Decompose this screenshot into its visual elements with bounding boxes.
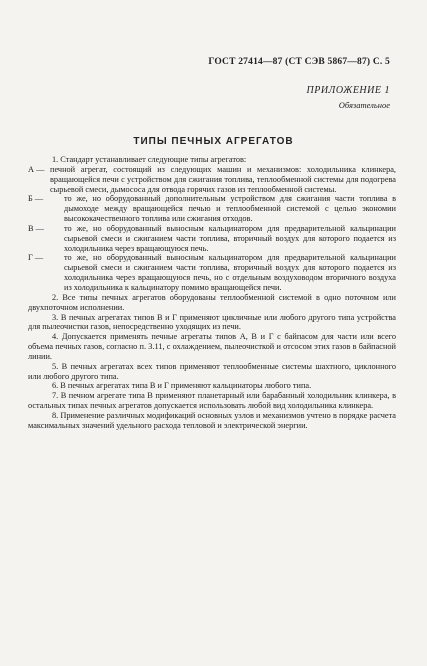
type-text: то же, но оборудованный дополнительным устройством для сжигания части топлива в дымоходе между вращающейся печью и теплообменной системой с целью экономии высококачественного топлива или сжигания отходов. — [64, 194, 396, 224]
paragraph-8: 8. Применение различных модификаций основных узлов и механизмов учтено в порядке расчета максимальных значений удельного расхода тепловой и электрической энергии. — [28, 410, 396, 430]
appendix-label: ПРИЛОЖЕНИЕ 1 — [306, 85, 390, 96]
type-label: А — — [28, 164, 45, 174]
paragraph-5: 5. В печных агрегатах всех типов применяют теплообменные системы шахтного, циклонного или любого другого типа. — [28, 361, 396, 381]
type-text: печной агрегат, состоящий из следующих машин и механизмов: холодильника клинкера, вращающейся печи с устройством для сжигания топлива, теплообменной системы для подогрева сырьевой смеси, дымососа для отвода горячих газов из теплообменной системы. — [50, 164, 396, 194]
type-text: то же, но оборудованный выносным кальцинатором для предварительной кальцинации сырьевой смеси и сжиганием части топлива, вторичный воздух для которого подается из холодильника через вращающуюся печь. — [64, 223, 396, 253]
page-header: ГОСТ 27414—87 (СТ СЭВ 5867—87) С. 5 — [208, 57, 390, 67]
type-item-g — [28, 253, 396, 292]
document-body — [28, 155, 396, 431]
type-item-b — [28, 194, 396, 224]
paragraph-2: 2. Все типы печных агрегатов оборудованы теплообменной системой в одно поточном или двухпоточном исполнении. — [28, 292, 396, 312]
type-label: В — — [28, 223, 44, 233]
section-title: ТИПЫ ПЕЧНЫХ АГРЕГАТОВ — [133, 136, 294, 147]
type-item-a — [28, 165, 396, 195]
intro-paragraph: 1. Стандарт устанавливает следующие типы агрегатов: — [52, 155, 247, 164]
paragraph-3: 3. В печных агрегатах типов В и Г применяют цикличные или любого другого типа устройства для пылеочистки газов, непосредственно уходящих из печи. — [28, 312, 396, 332]
paragraph-7: 7. В печном агрегате типа В применяют планетарный или барабанный холодильник клинкера, в остальных типах печных агрегатов допускается использовать любой вид холодильника клинкера. — [28, 391, 396, 411]
type-label: Б — — [28, 194, 44, 204]
paragraph-4: 4. Допускается применять печные агрегаты типов А, В и Г с байпасом для части или всего объема печных газов, согласно п. 3.11, с охлаждением, пылеочисткой и отсосом этих газов в байпасной линии. — [28, 332, 396, 361]
appendix-note: Обязательное — [338, 100, 390, 110]
paragraph-6: 6. В печных агрегатах типа В и Г применяют кальцинаторы любого типа. — [52, 381, 312, 391]
type-label: Г — — [28, 253, 44, 263]
type-text: то же, но оборудованный выносным кальцинатором для предварительной кальцинации сырьевой смеси и сжиганием части топлива, вторичный воздух для которого подается из холодильника через вращающуюся печь, но с отдельным воздуховодом вторичного воздуха из холодильника к кальцинатору помимо вращающейся печи. — [64, 253, 396, 292]
type-item-v — [28, 224, 396, 254]
